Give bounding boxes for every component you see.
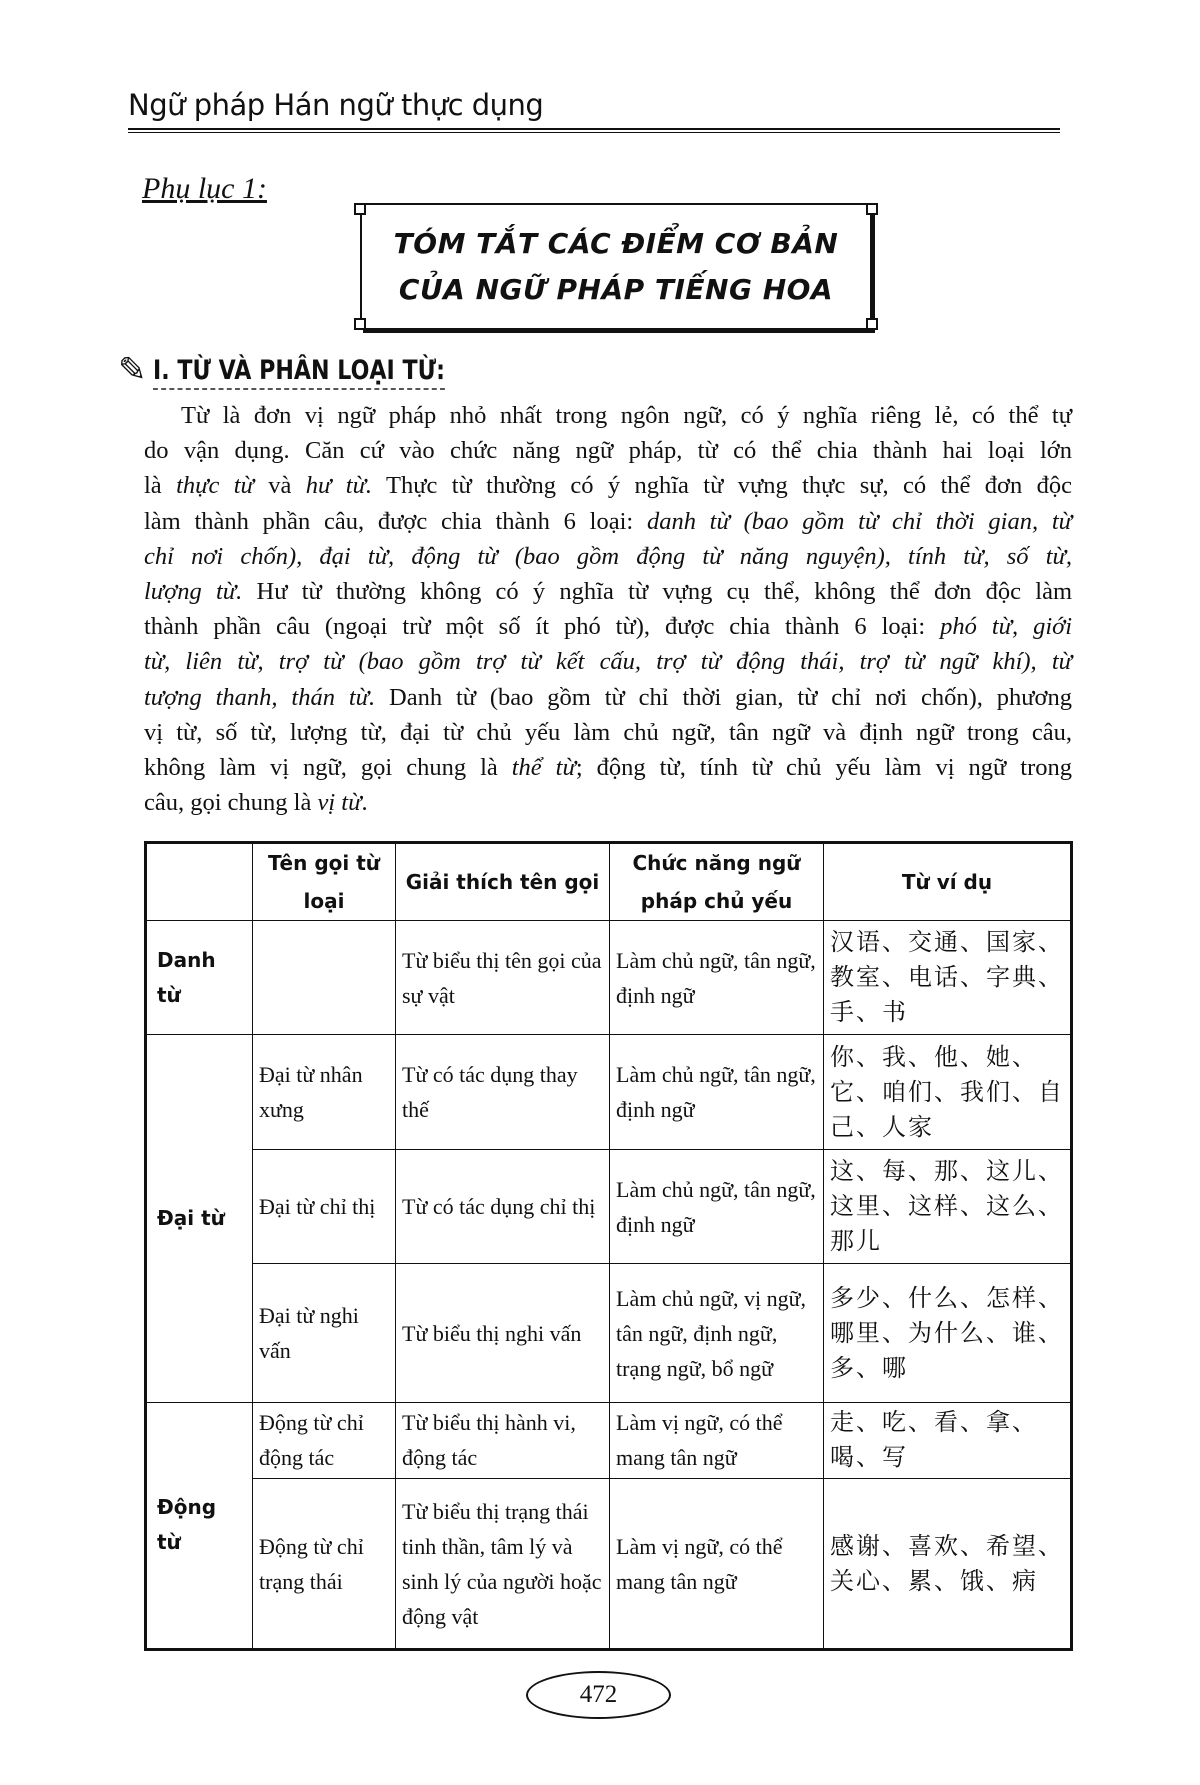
italic-term: hư từ. (305, 472, 373, 500)
paragraph-line (144, 644, 1072, 679)
corner-ornament (354, 318, 366, 330)
paragraph-line (144, 539, 1072, 574)
text-run: . (361, 789, 368, 817)
name-cell (253, 921, 396, 1035)
column-header: Tên gọi từ loại (253, 843, 396, 921)
paragraph-line (144, 574, 1072, 609)
column-header: Từ ví dụ (824, 843, 1072, 921)
text-run: vị từ, số từ, lượng từ, đại từ chủ yếu làm chủ ngữ, tân ngữ và định ngữ trong câu, (144, 718, 1072, 746)
name-cell: Đại từ chỉ thị (253, 1149, 396, 1263)
appendix-label: Phụ lục 1: (142, 172, 267, 205)
explanation-cell: Từ có tác dụng thay thế (396, 1035, 610, 1149)
paragraph-line (144, 398, 1072, 433)
corner-ornament (866, 318, 878, 330)
header-divider (128, 128, 1060, 133)
paragraph-line (144, 609, 1072, 644)
word-class-table (144, 841, 1073, 1651)
table-row (146, 1035, 1072, 1149)
text-run: Hư từ thường không có ý nghĩa từ vựng cụ thể, không thể đơn độc làm (242, 578, 1072, 606)
function-cell: Làm vị ngữ, có thể mang tân ngữ (610, 1402, 824, 1479)
paragraph-line (144, 680, 1072, 715)
title-line-2: CỦA NGỮ PHÁP TIẾNG HOA (398, 272, 834, 306)
table-row (146, 1149, 1072, 1263)
title-line-1: TÓM TẮT CÁC ĐIỂM CƠ BẢN (393, 226, 839, 260)
explanation-cell: Từ biểu thị trạng thái tinh thần, tâm lý và sinh lý của người hoặc động vật (396, 1479, 610, 1650)
examples-cell: 汉语、交通、国家、教室、电话、字典、手、书 (824, 921, 1072, 1035)
body-paragraph (144, 398, 1072, 820)
text-run: câu, gọi chung là (144, 789, 318, 817)
name-cell: Động từ chỉ động tác (253, 1402, 396, 1479)
text-run: và (253, 472, 306, 500)
examples-cell: 你、我、他、她、它、咱们、我们、自己、人家 (824, 1035, 1072, 1149)
name-cell: Đại từ nhân xưng (253, 1035, 396, 1149)
function-cell: Làm chủ ngữ, tân ngữ, định ngữ (610, 1149, 824, 1263)
text-run: là (144, 472, 177, 500)
corner-ornament (354, 203, 366, 215)
page-number: 472 (526, 1671, 671, 1719)
section-heading-text: I. TỪ VÀ PHÂN LOẠI TỪ: (153, 355, 445, 390)
explanation-cell: Từ biểu thị nghi vấn (396, 1264, 610, 1402)
text-run: thành phần câu (ngoại trừ một số ít phó từ), được chia thành 6 loại: (144, 613, 941, 641)
examples-cell: 感谢、喜欢、希望、关心、累、饿、病 (824, 1479, 1072, 1650)
italic-term: lượng từ. (144, 578, 243, 606)
function-cell: Làm vị ngữ, có thể mang tân ngữ (610, 1479, 824, 1650)
category-cell: Đại từ (146, 1035, 253, 1402)
function-cell: Làm chủ ngữ, tân ngữ, định ngữ (610, 1035, 824, 1149)
pen-icon: ✎ (118, 352, 147, 389)
examples-cell: 多少、什么、怎样、哪里、为什么、谁、多、哪 (824, 1264, 1072, 1402)
italic-term: vị từ (317, 789, 362, 817)
text-run: do vận dụng. Căn cứ vào chức năng ngữ pháp, từ có thể chia thành hai loại lớn (144, 437, 1072, 465)
title-box (360, 203, 872, 330)
italic-term: chỉ nơi chốn), đại từ, động từ (bao gồm động từ năng nguyện), tính từ, số từ, (144, 542, 1072, 570)
column-header: Chức năng ngữ pháp chủ yếu (610, 843, 824, 921)
column-header (146, 843, 253, 921)
italic-term: tượng thanh, thán từ. (144, 683, 376, 711)
table-row (146, 1479, 1072, 1650)
section-heading (118, 350, 509, 390)
paragraph-line (144, 750, 1072, 785)
examples-cell: 这、每、那、这儿、这里、这样、这么、那儿 (824, 1149, 1072, 1263)
paragraph-line (144, 433, 1072, 468)
paragraph-line (144, 785, 1072, 820)
corner-ornament (866, 203, 878, 215)
table-row (146, 921, 1072, 1035)
text-run: ; động từ, tính từ chủ yếu làm vị ngữ trong (575, 754, 1072, 782)
name-cell: Động từ chỉ trạng thái (253, 1479, 396, 1650)
column-header: Giải thích tên gọi (396, 843, 610, 921)
paragraph-line (144, 504, 1072, 539)
text-run: Thực từ thường có ý nghĩa từ vựng thực sự, có thể đơn độc (372, 472, 1073, 500)
italic-term: thể từ (511, 754, 576, 782)
table-row (146, 1402, 1072, 1479)
table-row (146, 1264, 1072, 1402)
explanation-cell: Từ biểu thị hành vi, động tác (396, 1402, 610, 1479)
italic-term: thực từ (176, 472, 254, 500)
function-cell: Làm chủ ngữ, tân ngữ, định ngữ (610, 921, 824, 1035)
italic-term: từ, liên từ, trợ từ (bao gồm trợ từ kết cấu, trợ từ động thái, trợ từ ngữ khí), từ (144, 648, 1072, 676)
running-header: Ngữ pháp Hán ngữ thực dụng (128, 88, 544, 122)
table-header-row (146, 843, 1072, 921)
italic-term: danh từ (bao gồm từ chỉ thời gian, từ (646, 507, 1072, 535)
italic-term: phó từ, giới (940, 613, 1073, 641)
paragraph-line (144, 715, 1072, 750)
text-run: không làm vị ngữ, gọi chung là (144, 754, 512, 782)
name-cell: Đại từ nghi vấn (253, 1264, 396, 1402)
examples-cell: 走、吃、看、拿、喝、写 (824, 1402, 1072, 1479)
text-run: Từ là đơn vị ngữ pháp nhỏ nhất trong ngôn ngữ, có ý nghĩa riêng lẻ, có thể tự (181, 402, 1072, 429)
explanation-cell: Từ có tác dụng chỉ thị (396, 1149, 610, 1263)
text-run: làm thành phần câu, được chia thành 6 loại: (144, 507, 647, 535)
category-cell: Động từ (146, 1402, 253, 1649)
function-cell: Làm chủ ngữ, vị ngữ, tân ngữ, định ngữ, trạng ngữ, bổ ngữ (610, 1264, 824, 1402)
text-run: Danh từ (bao gồm từ chỉ thời gian, từ chỉ nơi chốn), phương (375, 683, 1072, 711)
category-cell: Danh từ (146, 921, 253, 1035)
paragraph-line (144, 468, 1072, 503)
explanation-cell: Từ biểu thị tên gọi của sự vật (396, 921, 610, 1035)
